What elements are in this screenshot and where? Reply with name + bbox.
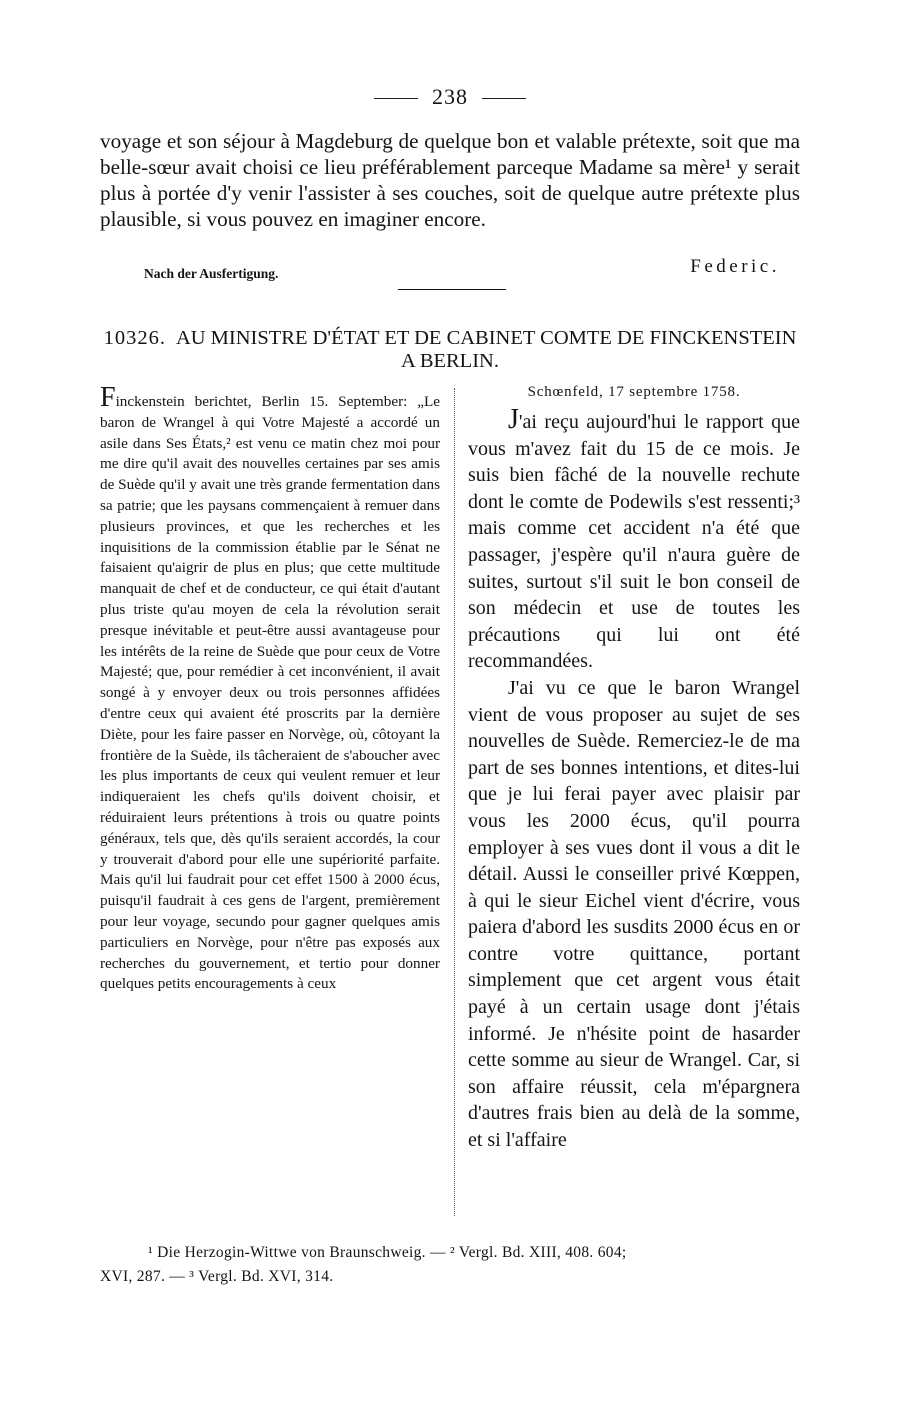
drop-cap: J (508, 404, 519, 435)
column-divider (454, 388, 455, 1216)
footnote-line-1: ¹ Die Herzogin-Wittwe von Braunschweig. — ² Vergl. Bd. XIII, 408. 604; (148, 1244, 627, 1261)
signature-row (100, 256, 780, 284)
section-divider (398, 289, 506, 290)
source-note: Nach der Ausfertigung. (144, 266, 279, 281)
drop-cap: F (100, 382, 116, 413)
summary-text: inckenstein berichtet, Berlin 15. September: „Le baron de Wrangel à qui Votre Majesté a accordé un asile dans Ses États,² est venu ce matin chez moi pour me dire qu'il avait des nouvelles certaines par ses amis de Suède qu'il y avait une très grande fermentation dans sa patrie; que les paysans commençaient à remuer dans plusieurs provinces, et que les recherches et les inquisitions de la commission établie par le Sénat ne faisaient qu'aigrir de plus en plus; que cette multitude manquait de chef et de conducteur, ce qui était d'autant plus triste qu'au moyen de cela la révolution serait presque inévitable et peut-être aussi avantageuse pour les intérêts de la reine de Suède que pour ceux de Votre Majesté; que, pour remédier à cet inconvénient, il avait songé à y envoyer deux ou trois personnes affidées d'entre ceux qui avaient été proscrits par la dernière Diète, pour les faire passer en Norvège, où, côtoyant la frontière de la Suède, ils tâcheraient de s'aboucher avec les plus importants de ceux qui veulent remuer et leur indiqueraient les chefs qu'ils doivent choisir, et réduiraient leurs prétentions à trois ou quatre points généraux, tels que, dès qu'ils seraient accordés, la cour y trouverait d'abord pour elle une supériorité parfaite. Mais qu'il lui faudrait pour cet effet 1500 à 2000 écus, puisqu'il faudrait à ces gens de l'argent, premièrement pour leur voyage, secundo pour gagner quelques amis particuliers en Norvège, pour n'être pas exposés aux recherches du gouvernement, et tertio pour donner quelques petits encouragements à ceux (100, 393, 440, 993)
intro-paragraph-block (100, 128, 800, 232)
letter-heading (100, 327, 800, 373)
letter-title: AU MINISTRE D'ÉTAT ET DE CABINET COMTE DE FINCKENSTEIN A BERLIN. (175, 327, 797, 372)
page-header (0, 84, 900, 110)
right-column-letter (468, 384, 800, 1154)
page-number: 238 (432, 84, 468, 109)
intro-paragraph: voyage et son séjour à Magdeburg de quelque bon et valable prétexte, soit que ma belle-sœur avait choisi ce lieu préférablement parceque Madame sa mère¹ y serait plus à portée d'y venir l'assister à ses couches, soit de quelque autre prétexte plus plausible, si vous pouvez en imaginer encore. (100, 129, 800, 231)
footnote-line-2: XVI, 287. — ³ Vergl. Bd. XVI, 314. (100, 1268, 334, 1285)
letter-paragraph-2: J'ai vu ce que le baron Wrangel vient de vous proposer au sujet de ses nouvelles de Suède. Remerciez-le de ma part de ses bonnes intentions, et dites-lui que je lui ferai payer avec plaisir par vous les 2000 écus, qu'il pourra employer à ses vues dont il vous a dit le détail. Aussi le conseiller privé Kœppen, à qui le sieur Eichel vient d'écrire, vous paiera d'abord les susdits 2000 écus en or contre votre quittance, portant simplement que cet argent vous était payé à un certain usage dont j'étais informé. Je n'hésite point de hasarder cette somme au sieur de Wrangel. Car, si son affaire réussit, cela m'épargnera d'autres frais bien au delà de la somme, et si l'affaire (468, 676, 800, 1152)
letter-paragraph-1 (468, 404, 800, 675)
header-dash-right (482, 98, 526, 99)
left-column-summary (100, 382, 440, 995)
summary-paragraph (100, 382, 440, 995)
signature: Federic. (690, 256, 780, 277)
footnotes (100, 1241, 800, 1289)
header-dash-left (374, 98, 418, 99)
letter-number: 10326. (103, 327, 166, 349)
place-date: Schœnfeld, 17 septembre 1758. (527, 384, 741, 400)
letter-paragraph-1-text: 'ai reçu aujourd'hui le rapport que vous m'avez fait du 15 de ce mois. Je suis bien fâché de la nouvelle rechute dont le comte de Podewils s'est ressenti;³ mais comme cet accident n'a été que passager, j'espère qu'il n'aura guère de suites, surtout s'il suit le bon conseil de son médecin et use de toutes les précautions qui lui ont été recommandées. (468, 411, 800, 673)
